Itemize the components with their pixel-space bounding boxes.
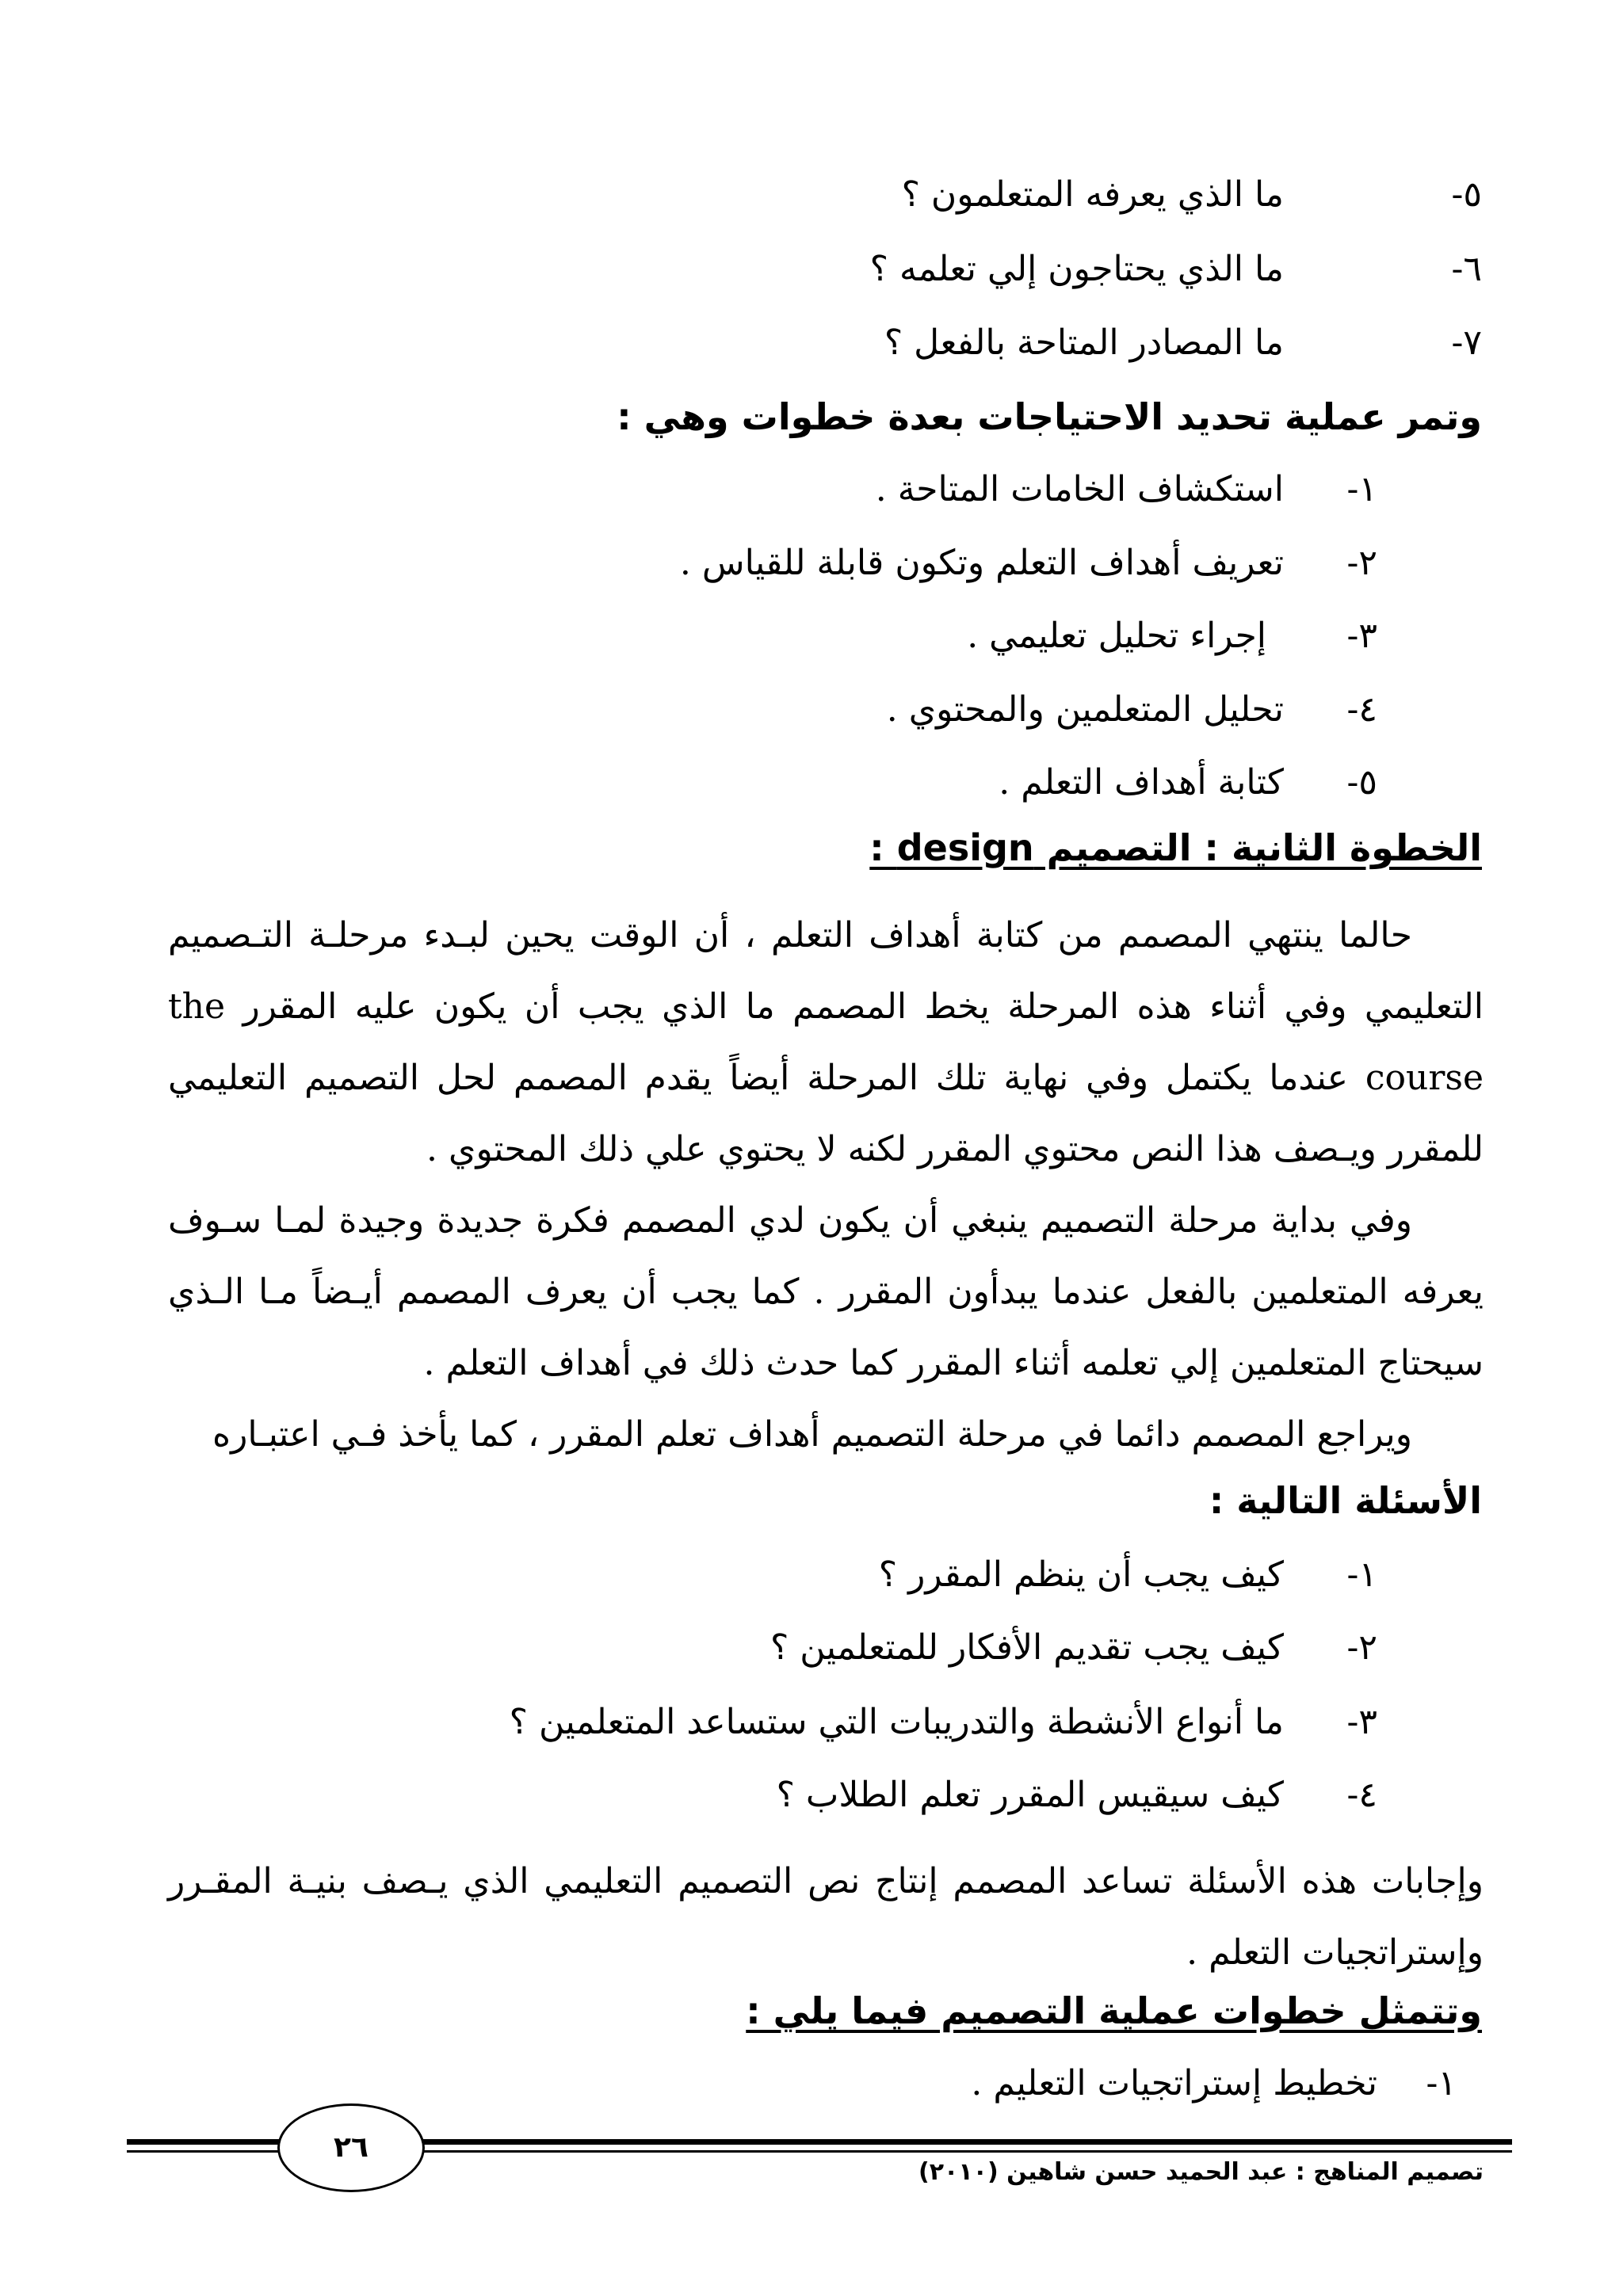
footer-citation: تصميم المناهج : عبد الحميد حسن شاهين (٢٠١٠) — [918, 2158, 1484, 2186]
list-c-num-3: ٣- — [1346, 1702, 1377, 1742]
list-b-num-5: ٥- — [1346, 762, 1377, 803]
paragraph-design-start: وفي بداية مرحلة التصميم ينبغي أن يكون لدي المصمم فكرة جديدة وجيدة لمـا سـوف يعرفه المتعلمين بالفعل عندما يبدأون المقرر . كما يجب أن يعرف المصمم أيـضاً مـا الـذي سيحتاج المتعلمين إلي تعلمه أثناء المقرر كما حدث ذلك في أهداف التعلم . — [168, 1200, 1484, 1383]
list-c-item-2: كيف يجب تقديم الأفكار للمتعلمين ؟ — [769, 1627, 1284, 1668]
list-a-num-6: ٦- — [1451, 249, 1482, 289]
list-b-num-1: ١- — [1346, 469, 1377, 509]
list-c-num-1: ١- — [1346, 1554, 1377, 1595]
list-d-num-1: ١- — [1426, 2063, 1457, 2103]
list-c-item-1: كيف يجب أن ينظم المقرر ؟ — [878, 1554, 1284, 1595]
paragraph-review-goals: ويراجع المصمم دائما في مرحلة التصميم أهداف تعلم المقرر ، كما يأخذ فـي اعتبـاره — [212, 1414, 1412, 1455]
list-d-item-1: تخطيط إستراتجيات التعليم . — [971, 2063, 1377, 2103]
list-b-item-3: إجراء تحليل تعليمي . — [967, 616, 1266, 656]
list-b-item-5: كتابة أهداف التعلم . — [999, 762, 1284, 803]
paragraph-answers: وإجابات هذه الأسئلة تساعد المصمم إنتاج نص التصميم التعليمي الذي يـصف بنيـة المقـرر وإستراتجيات التعلم . — [168, 1861, 1484, 1973]
list-b-num-2: ٢- — [1346, 543, 1377, 583]
list-a-num-5: ٥- — [1451, 174, 1482, 215]
list-c-item-4: كيف سيقيس المقرر تعلم الطلاب ؟ — [776, 1775, 1284, 1815]
paragraph-design-intro: حالما ينتهي المصمم من كتابة أهداف التعلم ، أن الوقت يحين لبـدء مرحلـة التـصميم التعليمي وفي أثناء هذه المرحلة يخط المصمم ما الذي يجب أن يكون عليه المقرر the course عندما يكتمل وفي نهاية تلك المرحلة أيضاً يقدم المصمم لحل التصميم التعليمي للمقرر ويـصف هذا النص محتوي المقرر لكنه لا يحتوي علي ذلك المحتوي . — [168, 915, 1484, 1169]
list-c-num-4: ٤- — [1346, 1775, 1377, 1815]
page-number: ٢٦ — [334, 2131, 369, 2164]
list-b-item-4: تحليل المتعلمين والمحتوي . — [886, 689, 1284, 730]
heading-needs-steps: وتمر عملية تحديد الاحتياجات بعدة خطوات وهي : — [617, 395, 1482, 438]
list-c-item-3: ما أنواع الأنشطة والتدريبات التي ستساعد المتعلمين ؟ — [509, 1702, 1284, 1742]
heading-following-questions: الأسئلة التالية : — [1209, 1479, 1482, 1522]
list-a-item-7: ما المصادر المتاحة بالفعل ؟ — [884, 322, 1284, 363]
list-b-num-4: ٤- — [1346, 689, 1377, 730]
list-a-num-7: ٧- — [1451, 322, 1482, 363]
list-a-item-6: ما الذي يحتاجون إلي تعلمه ؟ — [869, 249, 1284, 289]
page-number-oval — [277, 2103, 425, 2192]
list-a-item-5: ما الذي يعرفه المتعلمون ؟ — [901, 174, 1284, 215]
list-c-num-2: ٢- — [1346, 1627, 1377, 1668]
list-b-item-1: استكشاف الخامات المتاحة . — [875, 469, 1284, 509]
heading-design-steps: وتتمثل خطوات عملية التصميم فيما يلي : — [746, 1989, 1482, 2032]
heading-design-step: الخطوة الثانية : التصميم design : — [869, 826, 1482, 869]
list-b-item-2: تعريف أهداف التعلم وتكون قابلة للقياس . — [679, 543, 1284, 583]
list-b-num-3: ٣- — [1346, 616, 1377, 656]
